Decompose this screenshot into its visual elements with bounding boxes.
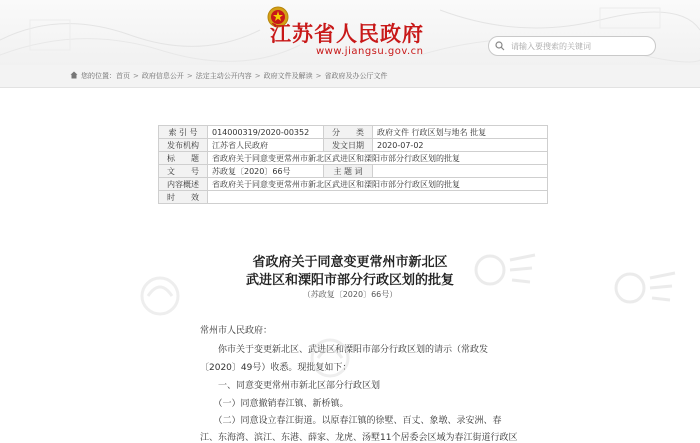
meta-value: 014000319/2020-00352 (208, 126, 324, 139)
meta-value (373, 165, 548, 178)
watermark-icon (300, 330, 360, 385)
document-meta-table (158, 125, 548, 204)
paragraph: 常州市人民政府： (200, 326, 273, 336)
site-header (0, 0, 700, 65)
breadcrumb-gov-info[interactable]: 政府信息公开 (141, 72, 184, 80)
meta-key: 索 引 号 (159, 126, 208, 139)
meta-row-validity (159, 191, 548, 204)
document-title-line2: 武进区和溧阳市部分行政区划的批复 (245, 273, 454, 288)
breadcrumb-province-docs[interactable]: 省政府及办公厅文件 (324, 72, 388, 80)
home-icon (70, 71, 78, 79)
meta-row-publisher (159, 139, 548, 152)
breadcrumb-gov-docs[interactable]: 政府文件及解读 (263, 72, 313, 80)
meta-key: 发布机构 (159, 139, 208, 152)
meta-value: 江苏省人民政府 (208, 139, 324, 152)
paragraph: （一）同意撤销春江镇、新桥镇。 (200, 399, 349, 409)
meta-value: 苏政复〔2020〕66号 (208, 165, 324, 178)
document-title-line1: 省政府关于同意变更常州市新北区 (252, 255, 448, 270)
breadcrumb-label: 您的位置： (81, 72, 116, 80)
meta-key: 时 效 (159, 191, 208, 204)
site-title[interactable]: 江苏省人民政府 (270, 22, 424, 46)
meta-row-index (159, 126, 548, 139)
meta-value: 省政府关于同意变更常州市新北区武进区和溧阳市部分行政区划的批复 (208, 178, 548, 191)
paragraph: 〔2020〕49号）收悉。现批复如下： (200, 363, 352, 373)
meta-value: 政府文件 行政区划与地名 批复 (373, 126, 548, 139)
meta-value (208, 191, 548, 204)
watermark-icon (470, 240, 540, 300)
breadcrumb: 您的位置：首页 > 政府信息公开 > 法定主动公开内容 > 政府文件及解读 > 省政府及办公厅文件 (0, 65, 700, 88)
meta-key: 发文日期 (324, 139, 373, 152)
meta-row-docno (159, 165, 548, 178)
breadcrumb-statutory[interactable]: 法定主动公开内容 (195, 72, 252, 80)
watermark-icon (610, 258, 680, 318)
meta-key: 标 题 (159, 152, 208, 165)
meta-row-title (159, 152, 548, 165)
meta-value: 省政府关于同意变更常州市新北区武进区和溧阳市部分行政区划的批复 (208, 152, 548, 165)
paragraph: 江、东海湾、滨江、东港、薛家、龙虎、汤墅11个居委会区域为春江街道行政区 (200, 433, 518, 443)
paragraph: 一、同意变更常州市新北区部分行政区划 (200, 381, 381, 391)
meta-key: 主 题 词 (324, 165, 373, 178)
meta-key: 文 号 (159, 165, 208, 178)
meta-key: 分 类 (324, 126, 373, 139)
meta-row-summary (159, 178, 548, 191)
watermark-icon (130, 268, 190, 323)
paragraph: 你市关于变更新北区、武进区和溧阳市部分行政区划的请示（常政发 (200, 345, 489, 355)
site-domain: www.jiangsu.gov.cn (316, 46, 424, 57)
meta-value: 2020-07-02 (373, 139, 548, 152)
meta-key: 内容概述 (159, 178, 208, 191)
paragraph: （二）同意设立春江街道。以原春江镇的徐墅、百丈、象墩、录安洲、春 (200, 416, 502, 426)
search-icon[interactable] (495, 41, 505, 51)
search-input[interactable] (511, 39, 649, 53)
search-box[interactable] (488, 36, 656, 56)
document-number: （苏政复〔2020〕66号） (302, 290, 398, 299)
breadcrumb-home[interactable]: 首页 (116, 72, 130, 80)
